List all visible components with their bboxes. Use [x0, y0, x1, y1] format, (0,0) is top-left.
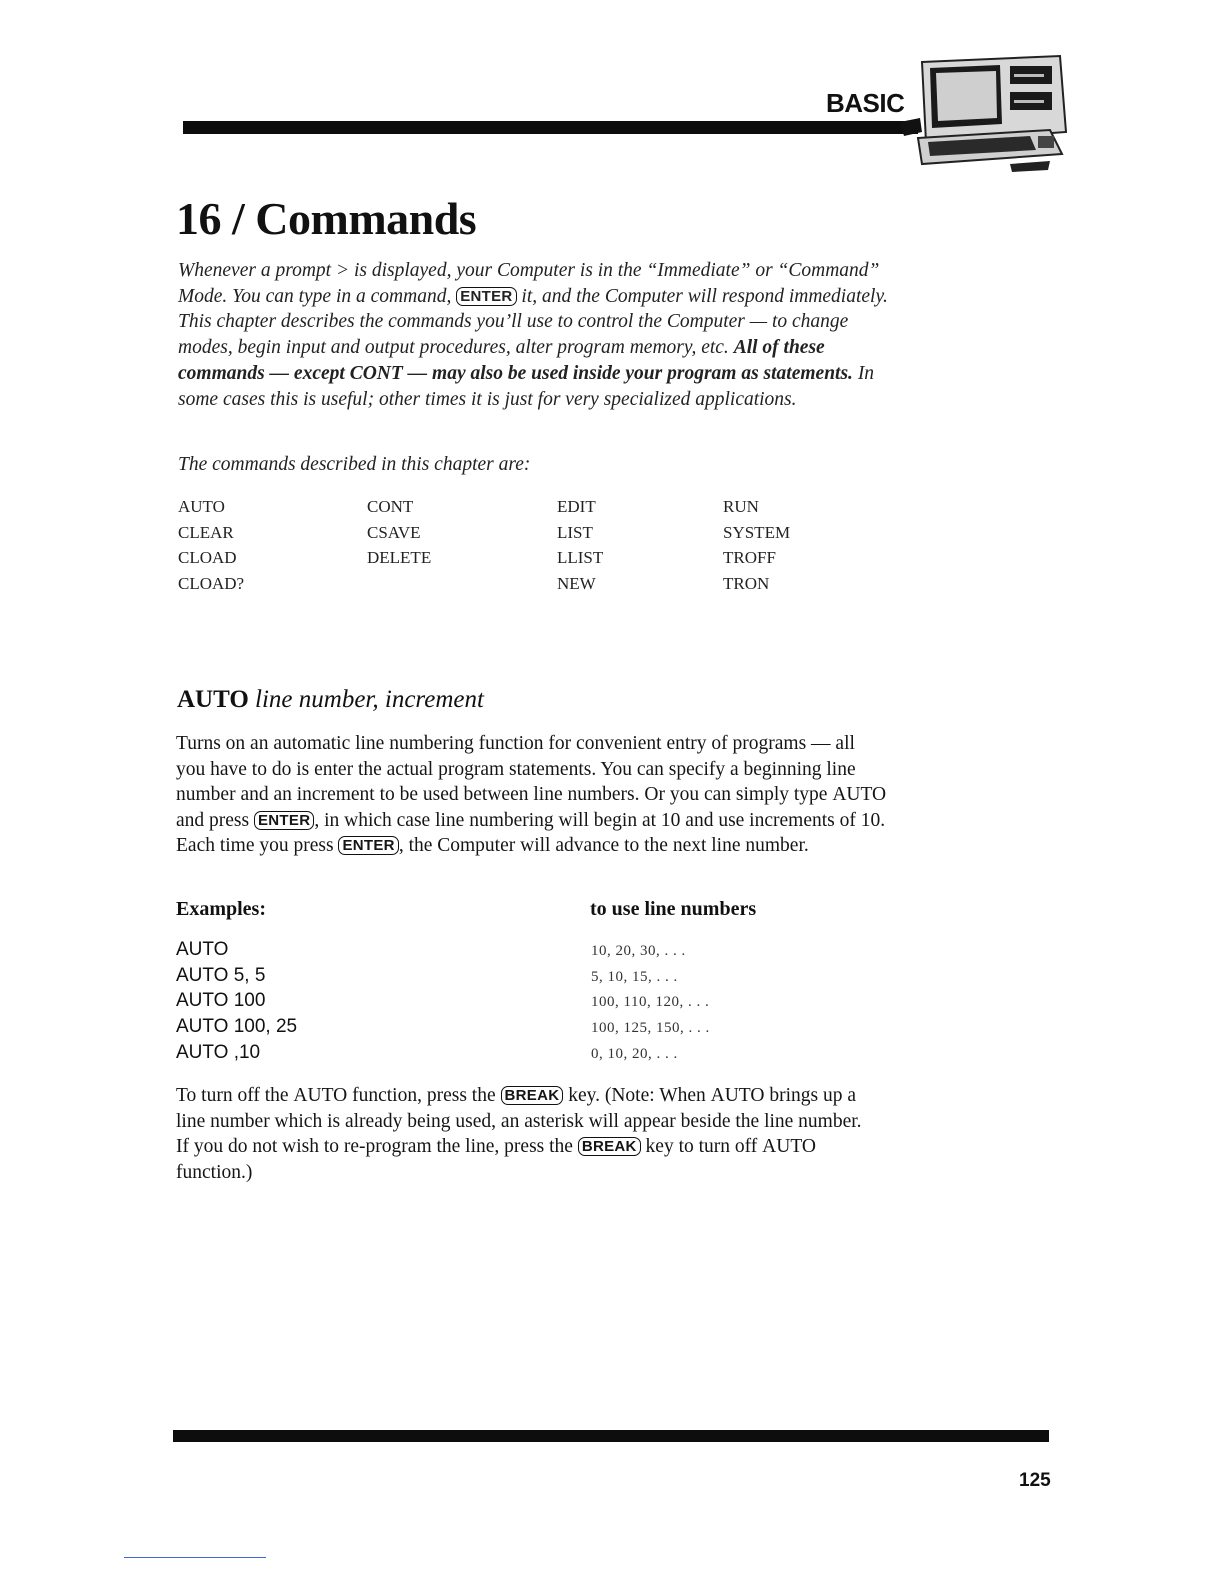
auto-inline-keyword: AUTO: [293, 1085, 348, 1106]
command-item: EDIT: [557, 497, 596, 516]
intro-text: it, and the Computer will respond immediately. This chapter describes the commands you’ll use to control the Computer — to change modes, begin input and output procedures, alter program memory, etc.: [178, 285, 888, 359]
auto-desc-text: and press: [176, 809, 254, 831]
page-number: 125: [1019, 1470, 1051, 1491]
trs80-computer-icon: [900, 52, 1070, 174]
header-rule: [183, 121, 918, 134]
commands-column-3: [557, 494, 603, 596]
auto-desc-text: Turns on an automatic line numbering function for convenient entry of programs — all you have to do is enter the actual program statements. You can specify a beginning line number and an increment to be used between line numbers. Or you can simply type: [176, 733, 856, 806]
example-result: 5, 10, 15, . . .: [591, 968, 678, 985]
intro-text: In some cases this is useful; other times it is just for very specialized applications.: [178, 362, 875, 410]
break-key-icon: BREAK: [501, 1086, 564, 1105]
examples-code-column: [176, 937, 297, 1066]
auto-note-text: key to turn off: [640, 1136, 763, 1158]
intro-paragraph: [178, 258, 898, 412]
auto-note-text: function, press the: [347, 1085, 501, 1106]
examples-label: Examples:: [176, 898, 266, 920]
enter-key-icon: ENTER: [456, 287, 516, 306]
example-result: 10, 20, 30, . . .: [591, 943, 686, 959]
footer-rule: [173, 1430, 1049, 1442]
enter-key-icon: ENTER: [338, 836, 398, 855]
auto-keyword: AUTO: [177, 686, 249, 713]
auto-args: line number, increment: [255, 686, 484, 713]
command-item: RUN: [723, 497, 759, 516]
command-item: CLOAD: [178, 548, 237, 567]
intro-emphasis-text: All of these commands — except: [178, 337, 825, 384]
command-item: TRON: [723, 573, 770, 593]
scan-artifact-line: [124, 1557, 266, 1558]
auto-heading: [177, 686, 484, 714]
intro-cont-keyword: CONT: [349, 362, 403, 384]
example-code: AUTO ,10: [176, 1041, 261, 1063]
command-item: TROFF: [723, 548, 776, 567]
command-item: NEW: [557, 573, 596, 593]
example-result: 100, 110, 120, . . .: [591, 994, 710, 1011]
auto-desc-text: , the Computer will advance to the next line number.: [398, 835, 809, 857]
commands-column-1: [178, 494, 244, 596]
chapter-title: 16 / Commands: [176, 193, 477, 244]
auto-note: [176, 1083, 876, 1185]
command-item: DELETE: [367, 548, 432, 567]
auto-note-text: To turn off the: [176, 1085, 294, 1106]
auto-note-text: function.): [176, 1161, 253, 1183]
example-code: AUTO: [176, 939, 229, 960]
command-item: CONT: [367, 497, 414, 516]
example-code: AUTO 100: [176, 990, 266, 1012]
auto-desc-text: , in which case line numbering will begin at 10 and use increments of 10. Each time you press: [176, 809, 886, 857]
auto-inline-keyword: AUTO: [762, 1136, 816, 1158]
example-result: 100, 125, 150, . . .: [591, 1020, 710, 1037]
command-item: CLEAR: [178, 522, 234, 542]
example-code: AUTO 5, 5: [176, 964, 266, 986]
section-label: BASIC: [826, 88, 905, 118]
commands-column-2: [367, 494, 431, 571]
examples-result-column: [591, 939, 710, 1068]
intro-text: Whenever a prompt > is displayed, your Computer is in the “Immediate” or “Command” Mode. You can type in a command,: [178, 260, 880, 307]
command-item: CSAVE: [367, 522, 421, 542]
results-label: to use line numbers: [590, 898, 757, 920]
auto-note-text: key. (Note: When: [563, 1085, 711, 1106]
example-result: 0, 10, 20, . . .: [591, 1045, 678, 1062]
auto-inline-keyword: AUTO: [832, 784, 887, 806]
break-key-icon: BREAK: [578, 1137, 641, 1156]
enter-key-icon: ENTER: [254, 811, 314, 830]
example-code: AUTO 100, 25: [176, 1016, 298, 1038]
auto-note-text: brings up a line number which is already being used, an asterisk will appear beside the line number. If you do not wish to re-program the line, press the: [176, 1085, 862, 1158]
command-item: CLOAD?: [178, 573, 245, 593]
auto-description: [176, 731, 888, 859]
commands-list-intro: The commands described in this chapter are:: [178, 454, 531, 475]
command-item: LIST: [557, 522, 593, 542]
auto-inline-keyword: AUTO: [710, 1085, 765, 1106]
commands-column-4: [723, 494, 790, 596]
command-item: AUTO: [178, 497, 225, 516]
intro-emphasis-text: — may also be used inside your program as statements.: [402, 362, 853, 384]
command-item: SYSTEM: [723, 522, 791, 542]
command-item: LLIST: [557, 548, 604, 567]
